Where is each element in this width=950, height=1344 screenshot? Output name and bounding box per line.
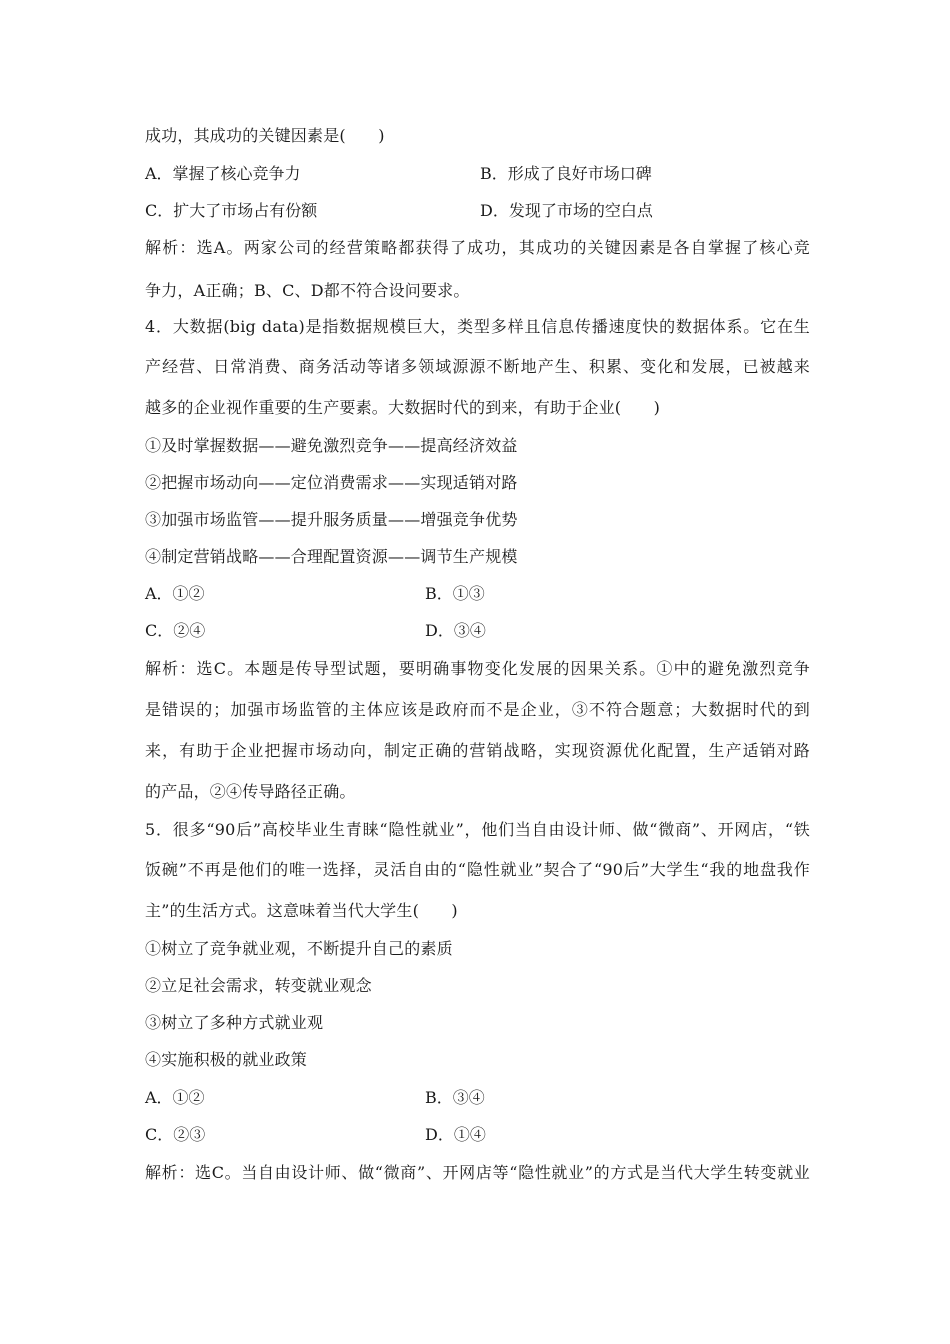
q5-analysis-line-1: 解析：选C。当自由设计师、做“微商”、开网店等“隐性就业”的方式是当代大学生转变就业 [145,1163,810,1182]
q4-stem-line-3: 越多的企业视作重要的生产要素。大数据时代的到来，有助于企业( ) [145,398,661,417]
q4-option-c[interactable]: C．②④ [145,621,206,640]
q5-stem-line-2: 饭碗”不再是他们的唯一选择，灵活自由的“隐性就业”契合了“90后”大学生“我的地盘我作 [145,860,810,879]
q4-option-row-1 [145,584,810,604]
q5-option-a[interactable]: A．①② [145,1088,205,1107]
q3-analysis-line-1: 解析：选A。两家公司的经营策略都获得了成功，其成功的关键因素是各自掌握了核心竞 [145,238,810,257]
q4-analysis-line-3: 来，有助于企业把握市场动向，制定正确的营销战略，实现资源优化配置，生产适销对路 [145,741,810,760]
q4-option-row-2 [145,621,810,641]
q3-option-d[interactable]: D．发现了市场的空白点 [480,201,653,220]
q3-stem-tail: 成功，其成功的关键因素是( ) [145,126,385,145]
q4-analysis-line-2: 是错误的；加强市场监管的主体应该是政府而不是企业，③不符合题意；大数据时代的到 [145,700,810,719]
q3-analysis-line-2: 争力，A正确；B、C、D都不符合设问要求。 [145,281,470,300]
q5-item-2: ②立足社会需求，转变就业观念 [145,976,372,995]
q3-option-row-2 [145,201,810,221]
q3-option-c[interactable]: C．扩大了市场占有份额 [145,201,318,220]
q5-item-1: ①树立了竞争就业观，不断提升自己的素质 [145,939,453,958]
q4-analysis-line-1: 解析：选C。本题是传导型试题，要明确事物变化发展的因果关系。①中的避免激烈竞争 [145,659,810,678]
q3-option-a[interactable]: A．掌握了核心竞争力 [145,164,301,183]
q3-option-b[interactable]: B．形成了良好市场口碑 [480,164,652,183]
q5-stem-line-1: 5．很多“90后”高校毕业生青睐“隐性就业”，他们当自由设计师、做“微商”、开网店，“铁 [145,820,810,839]
q5-item-4: ④实施积极的就业政策 [145,1050,308,1069]
q4-stem-line-2: 产经营、日常消费、商务活动等诸多领域源源不断地产生、积累、变化和发展，已被越来 [145,357,810,376]
q4-item-1: ①及时掌握数据——避免激烈竞争——提高经济效益 [145,436,518,455]
q5-option-d[interactable]: D．①④ [425,1125,486,1144]
q3-option-row-1 [145,164,810,184]
q5-option-row-2 [145,1125,810,1145]
q5-option-b[interactable]: B．③④ [425,1088,485,1107]
q4-option-a[interactable]: A．①② [145,584,205,603]
q5-item-3: ③树立了多种方式就业观 [145,1013,324,1032]
q4-option-b[interactable]: B．①③ [425,584,485,603]
q5-stem-line-3: 主”的生活方式。这意味着当代大学生( ) [145,901,458,920]
q4-item-4: ④制定营销战略——合理配置资源——调节生产规模 [145,547,518,566]
q4-analysis-line-4: 的产品，②④传导路径正确。 [145,782,356,801]
q4-item-2: ②把握市场动向——定位消费需求——实现适销对路 [145,473,518,492]
q5-option-c[interactable]: C．②③ [145,1125,206,1144]
q5-option-row-1 [145,1088,810,1108]
q4-item-3: ③加强市场监管——提升服务质量——增强竞争优势 [145,510,518,529]
q4-option-d[interactable]: D．③④ [425,621,486,640]
q4-stem-line-1: 4．大数据(big data)是指数据规模巨大，类型多样且信息传播速度快的数据体系。它在生 [145,317,810,336]
